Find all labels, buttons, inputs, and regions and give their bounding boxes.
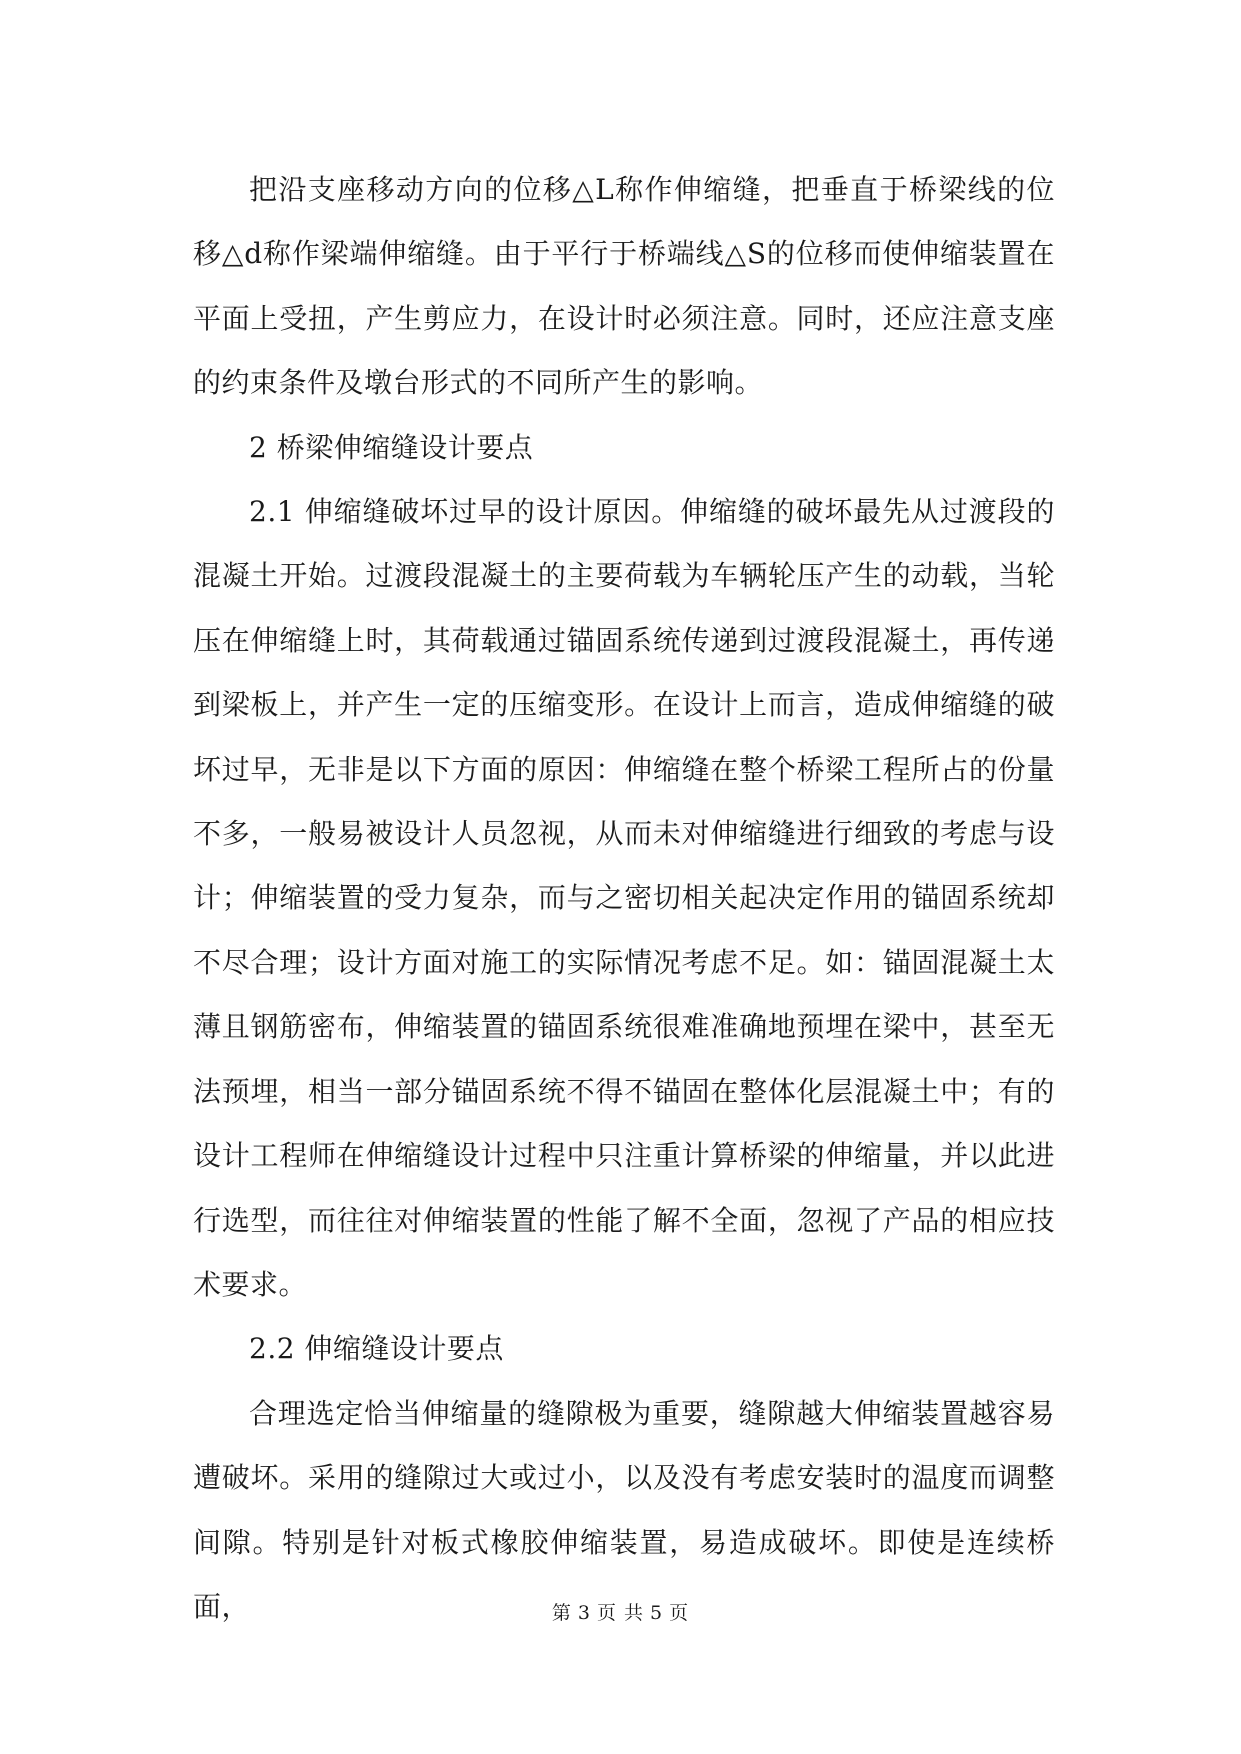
footer-middle: 页 共 xyxy=(596,1602,645,1624)
body-paragraph: 合理选定恰当伸缩量的缝隙极为重要，缝隙越大伸缩装置越容易遭破坏。采用的缝隙过大或过小，以及没有考虑安装时的温度而调整间隙。特别是针对板式橡胶伸缩装置，易造成破坏。即使是连续桥面， xyxy=(193,1396,1055,1623)
total-pages-number: 5 xyxy=(650,1602,664,1624)
body-paragraph: 2.1 伸缩缝破坏过早的设计原因。伸缩缝的破坏最先从过渡段的混凝土开始。过渡段混凝土的主要荷载为车辆轮压产生的动载，当轮压在伸缩缝上时，其荷载通过锚固系统传递到过渡段混凝土，再传递到梁板上，并产生一定的压缩变形。在设计上而言，造成伸缩缝的破坏过早，无非是以下方面的原因：伸缩缝在整个桥梁工程所占的份量不多，一般易被设计人员忽视，从而未对伸缩缝进行细致的考虑与设计；伸缩装置的受力复杂，而与之密切相关起决定作用的锚固系统却不尽合理；设计方面对施工的实际情况考虑不足。如：锚固混凝土太薄且钢筋密布，伸缩装置的锚固系统很难准确地预埋在梁中，甚至无法预埋，相当一部分锚固系统不得不锚固在整体化层混凝土中；有的设计工程师在伸缩缝设计过程中只注重计算桥梁的伸缩量，并以此进行选型，而往往对伸缩装置的性能了解不全面，忽视了产品的相应技术要求。 xyxy=(193,495,1055,1301)
footer-prefix: 第 xyxy=(551,1602,572,1624)
document-body xyxy=(193,158,1055,1639)
footer-suffix: 页 xyxy=(669,1602,690,1624)
section-heading: 2 桥梁伸缩缝设计要点 xyxy=(249,430,534,464)
page-footer xyxy=(0,1598,1241,1625)
body-paragraph: 把沿支座移动方向的位移△L称作伸缩缝，把垂直于桥梁线的位移△d称作梁端伸缩缝。由于平行于桥端线△S的位移而使伸缩装置在平面上受扭，产生剪应力，在设计时必须注意。同时，还应注意支座的约束条件及墩台形式的不同所产生的影响。 xyxy=(193,173,1055,400)
subsection-heading: 2.2 伸缩缝设计要点 xyxy=(249,1332,504,1366)
current-page-number: 3 xyxy=(577,1602,591,1624)
